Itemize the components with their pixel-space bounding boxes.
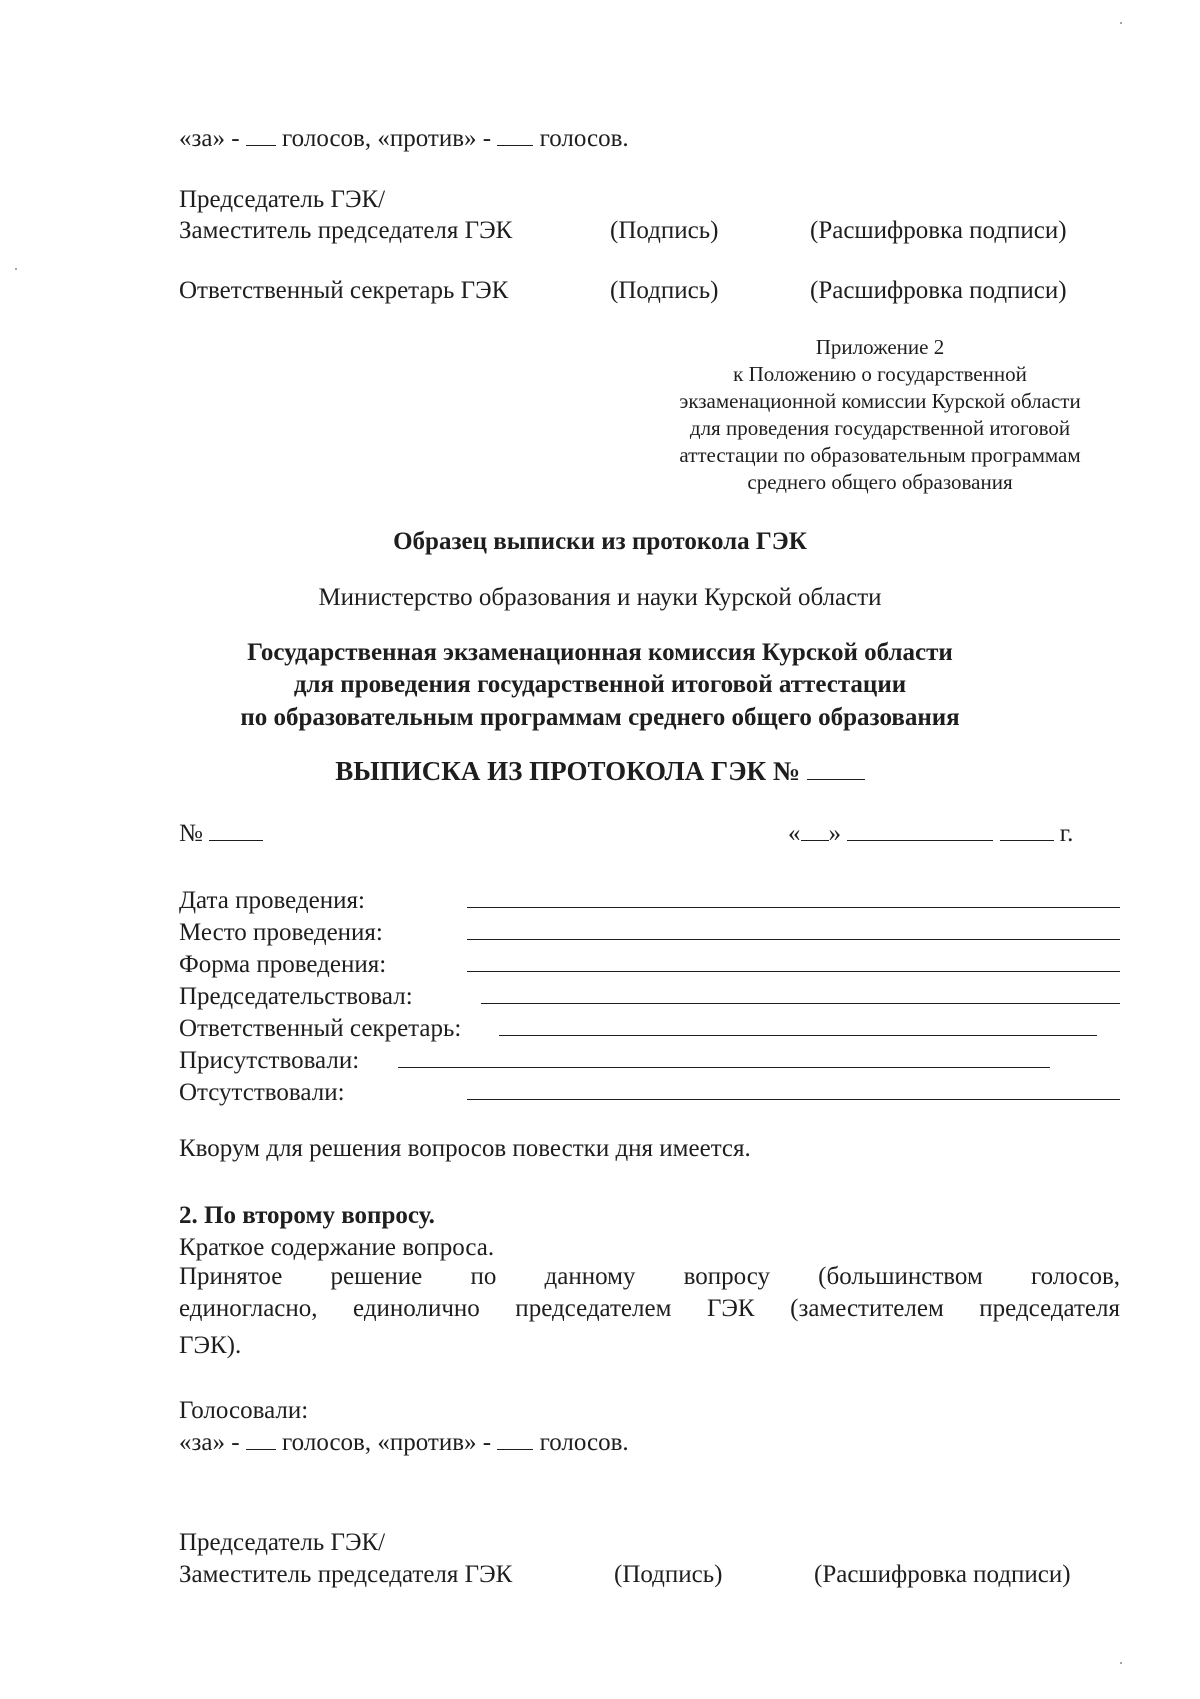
vote-end-label: голосов.	[539, 1429, 629, 1456]
vote-against-label: голосов, «против» -	[282, 125, 492, 152]
field-place-label: Место проведения:	[179, 919, 383, 946]
vote-line-top	[179, 126, 629, 151]
commission-line: для проведения государственной итоговой аттестации	[293, 671, 907, 698]
date-quote-open: «	[788, 820, 801, 847]
secretary-label: Ответственный секретарь ГЭК	[179, 277, 509, 304]
question2-summary: Краткое содержание вопроса.	[179, 1234, 495, 1261]
month-blank	[847, 839, 993, 841]
scan-speck	[1120, 1662, 1122, 1664]
field-secretary-line	[499, 1035, 1097, 1036]
sample-title: Образец выписки из протокола ГЭК	[393, 528, 807, 555]
field-chaired-label: Председательствовал:	[179, 983, 413, 1010]
field-form-line	[467, 971, 1120, 972]
vote-za-blank	[246, 144, 276, 146]
signature-decode-placeholder: (Расшифровка подписи)	[810, 277, 1067, 304]
field-place-line	[467, 939, 1120, 940]
signature-placeholder: (Подпись)	[610, 277, 719, 304]
appendix-line: экзаменационной комиссии Курской области	[679, 389, 1081, 413]
extract-title	[0, 758, 1200, 785]
vote-end-label: голосов.	[539, 125, 629, 152]
decision-line: единогласно, единолично председателем ГЭК (заместителем председателя	[179, 1295, 1120, 1322]
signature-decode-placeholder: (Расшифровка подписи)	[814, 1561, 1071, 1588]
field-date-line	[467, 907, 1120, 908]
field-secretary-label: Ответственный секретарь:	[179, 1015, 462, 1042]
decision-line: Принятое решение по данному вопросу (большинством голосов,	[179, 1263, 1120, 1290]
question2-decision	[179, 1261, 1120, 1325]
question2-heading: 2. По второму вопросу.	[179, 1202, 435, 1229]
decision-line-end: ГЭК).	[179, 1332, 242, 1359]
chair-label: Председатель ГЭК/	[179, 1529, 386, 1556]
field-absent-line	[467, 1099, 1120, 1100]
ministry-name: Министерство образования и науки Курской области	[318, 584, 882, 611]
commission-line: по образовательным программам среднего общего образования	[240, 704, 960, 731]
extract-title-text: ВЫПИСКА ИЗ ПРОТОКОЛА ГЭК №	[335, 756, 800, 786]
field-present-line	[398, 1067, 1050, 1068]
appendix-line: к Положению о государственной	[733, 362, 1027, 386]
deputy-label: Заместитель председателя ГЭК	[179, 1561, 513, 1588]
field-form-label: Форма проведения:	[179, 951, 387, 978]
field-present-label: Присутствовали:	[179, 1047, 360, 1074]
appendix-line: для проведения государственной итоговой	[689, 416, 1071, 440]
vote-za-label: «за» -	[179, 1429, 240, 1456]
number-blank	[209, 839, 263, 841]
deputy-label: Заместитель председателя ГЭК	[179, 217, 513, 244]
year-blank	[1000, 839, 1054, 841]
vote-line-bottom	[179, 1430, 629, 1455]
vote-against-blank	[497, 144, 533, 146]
date-row	[788, 821, 1073, 846]
vote-against-label: голосов, «против» -	[282, 1429, 492, 1456]
appendix-line: среднего общего образования	[747, 470, 1013, 494]
appendix-line: аттестации по образовательным программам	[679, 443, 1081, 467]
field-date-label: Дата проведения:	[179, 887, 365, 914]
field-chaired-line	[481, 1003, 1120, 1004]
vote-against-blank	[497, 1448, 533, 1450]
scan-speck	[15, 268, 17, 270]
signature-placeholder: (Подпись)	[610, 217, 719, 244]
day-blank	[801, 839, 829, 841]
chair-label: Председатель ГЭК/	[179, 186, 386, 213]
number-row	[179, 821, 263, 846]
field-absent-label: Отсутствовали:	[179, 1079, 345, 1106]
number-sign: №	[179, 820, 203, 847]
signature-decode-placeholder: (Расшифровка подписи)	[810, 217, 1067, 244]
year-suffix: г.	[1059, 820, 1074, 847]
date-quote-close: »	[828, 820, 841, 847]
commission-line: Государственная экзаменационная комиссия Курской области	[247, 639, 953, 666]
signature-placeholder: (Подпись)	[614, 1561, 723, 1588]
appendix-line: Приложение 2	[815, 335, 945, 359]
voted-label: Голосовали:	[179, 1397, 309, 1424]
quorum-statement: Кворум для решения вопросов повестки дня имеется.	[179, 1135, 751, 1162]
vote-za-blank	[246, 1448, 276, 1450]
scan-speck	[1120, 22, 1122, 24]
protocol-number-blank	[807, 778, 865, 780]
vote-za-label: «за» -	[179, 125, 240, 152]
